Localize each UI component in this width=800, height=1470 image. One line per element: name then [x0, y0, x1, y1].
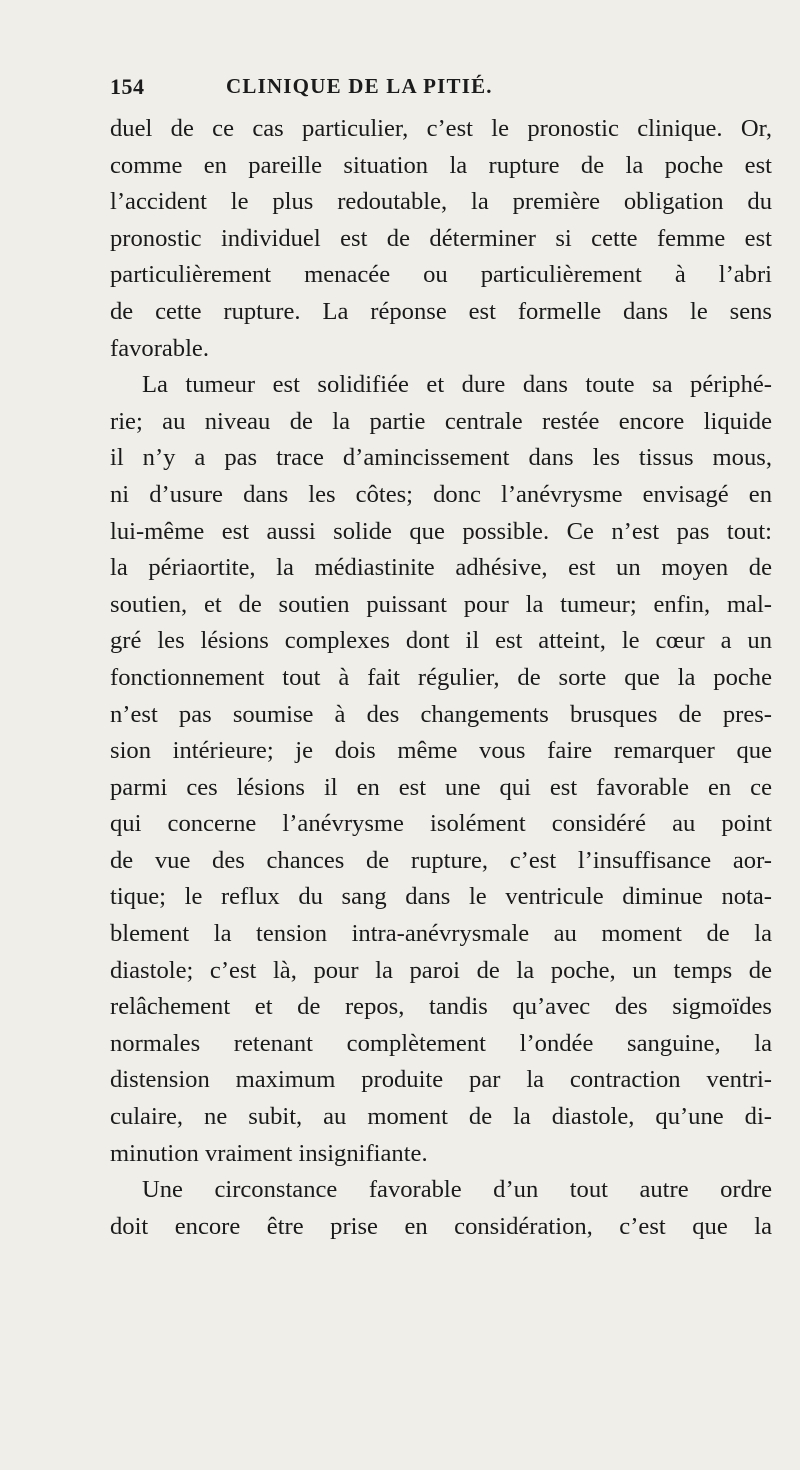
- page-number: 154: [110, 74, 145, 99]
- text-line: gré les lésions complexes dont il est atteint, le cœur a un: [110, 627, 772, 655]
- text-line: qui concerne l’anévrysme isolément considéré au point: [110, 810, 772, 838]
- text-line: il n’y a pas trace d’amincissement dans les tissus mous,: [110, 444, 772, 472]
- text-line: duel de ce cas particulier, c’est le pronostic clinique. Or,: [110, 115, 772, 142]
- paragraph: [110, 367, 772, 1172]
- text-line: l’accident le plus redoutable, la première obligation du: [110, 188, 772, 216]
- text-line: parmi ces lésions il en est une qui est favorable en ce: [110, 773, 772, 801]
- text-line: La tumeur est solidifiée et dure dans toute sa périphé-: [142, 371, 772, 399]
- text-line: fonctionnement tout à fait régulier, de sorte que la poche: [110, 663, 772, 691]
- paragraph: [110, 111, 772, 367]
- text-line: minution vraiment insignifiante.: [110, 1139, 428, 1167]
- text-line: normales retenant complètement l’ondée sanguine, la: [110, 1029, 772, 1057]
- text-line: rie; au niveau de la partie centrale restée encore liquide: [110, 407, 772, 435]
- text-line: blement la tension intra-anévrysmale au moment de la: [110, 920, 772, 948]
- text-line: la périaortite, la médiastinite adhésive, est un moyen de: [110, 554, 772, 582]
- text-line: de vue des chances de rupture, c’est l’insuffisance aor-: [110, 846, 772, 874]
- text-line: sion intérieure; je dois même vous faire remarquer que: [110, 737, 772, 765]
- body-text: [110, 111, 772, 1245]
- text-line: soutien, et de soutien puissant pour la tumeur; enfin, mal-: [110, 590, 772, 618]
- text-line: Une circonstance favorable d’un tout autre ordre: [142, 1176, 772, 1204]
- text-line: tique; le reflux du sang dans le ventricule diminue nota-: [110, 883, 772, 911]
- text-line: particulièrement menacée ou particulièrement à l’abri: [110, 261, 772, 289]
- running-title: CLINIQUE DE LA PITIÉ.: [226, 74, 493, 98]
- paragraph: [110, 1172, 772, 1245]
- text-line: ni d’usure dans les côtes; donc l’anévrysme envisagé en: [110, 480, 772, 508]
- running-header: [110, 74, 770, 104]
- text-line: de cette rupture. La réponse est formelle dans le sens: [110, 297, 772, 325]
- text-line: n’est pas soumise à des changements brusques de pres-: [110, 700, 772, 728]
- text-line: diastole; c’est là, pour la paroi de la poche, un temps de: [110, 956, 772, 984]
- text-line: pronostic individuel est de déterminer si cette femme est: [110, 224, 772, 252]
- text-line: distension maximum produite par la contraction ventri-: [110, 1066, 772, 1094]
- text-line: lui-même est aussi solide que possible. Ce n’est pas tout:: [110, 517, 772, 545]
- text-line: comme en pareille situation la rupture de la poche est: [110, 151, 772, 179]
- text-line: favorable.: [110, 334, 209, 362]
- text-line: culaire, ne subit, au moment de la diastole, qu’une di-: [110, 1103, 772, 1131]
- text-line: doit encore être prise en considération, c’est que la: [110, 1212, 772, 1240]
- text-line: relâchement et de repos, tandis qu’avec des sigmoïdes: [110, 993, 772, 1021]
